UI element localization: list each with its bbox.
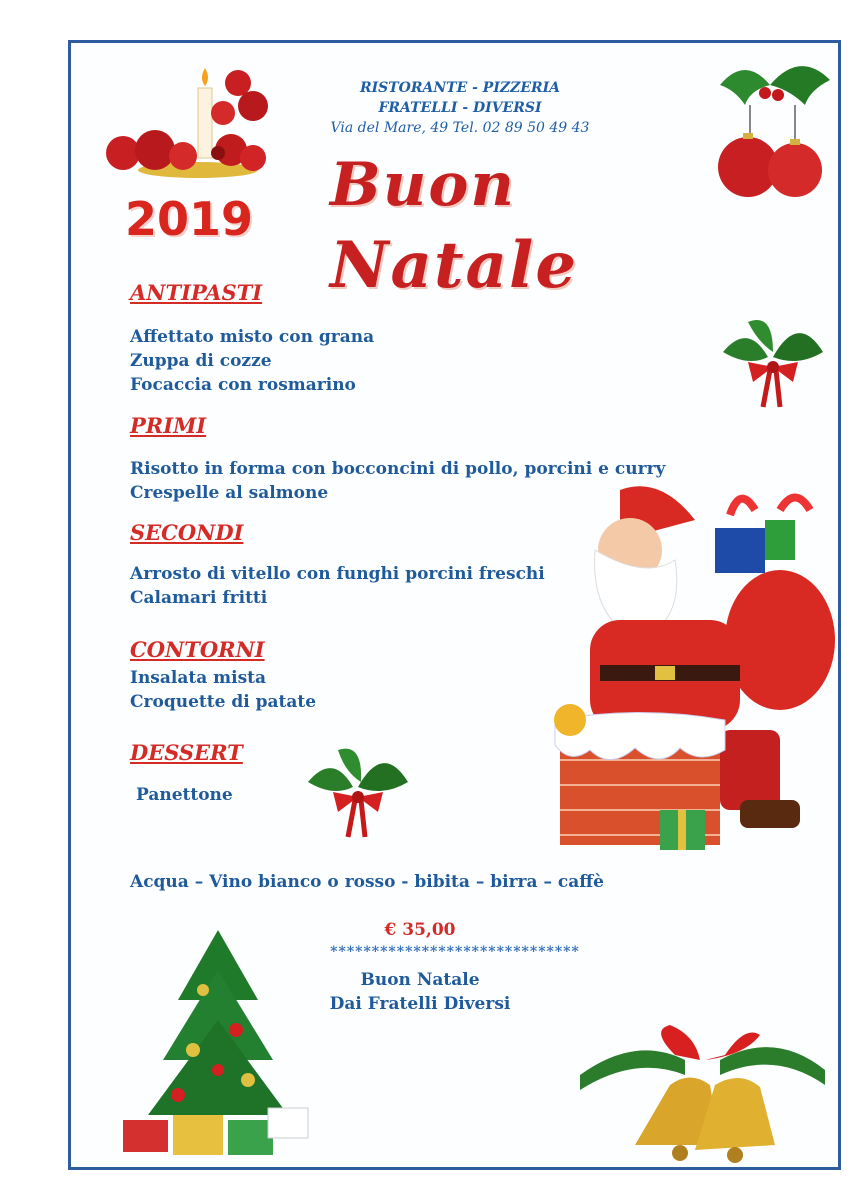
menu-item: Calamari fritti: [130, 588, 268, 608]
drinks-line: Acqua – Vino bianco o rosso - bibita – birra – caffè: [130, 872, 604, 892]
section-title-secondi: SECONDI: [130, 520, 244, 545]
menu-item: Focaccia con rosmarino: [130, 375, 356, 395]
restaurant-type: RISTORANTE - PIZZERIA: [359, 80, 561, 96]
menu-item: Croquette di patate: [130, 692, 317, 712]
holly-ornaments-icon: [710, 45, 840, 210]
year-label: 2019: [125, 192, 254, 246]
christmas-tree-icon: [118, 930, 318, 1160]
menu-item: Zuppa di cozze: [130, 351, 272, 371]
holly-bow-small-icon: [303, 742, 413, 842]
candle-ornaments-icon: [103, 58, 273, 183]
section-title-dessert: DESSERT: [130, 740, 243, 765]
menu-item: Arrosto di vitello con funghi porcini freschi: [130, 564, 545, 584]
closing-signature: Dai Fratelli Diversi: [329, 994, 511, 1014]
section-title-contorni: CONTORNI: [130, 637, 265, 662]
section-title-antipasti: ANTIPASTI: [130, 280, 263, 305]
restaurant-address: Via del Mare, 49 Tel. 02 89 50 49 43: [330, 120, 590, 136]
section-title-primi: PRIMI: [130, 413, 207, 438]
menu-item: Affettato misto con grana: [130, 327, 375, 347]
divider-stars: ******************************: [330, 944, 580, 960]
holly-bow-icon: [718, 312, 828, 412]
santa-chimney-icon: [510, 480, 840, 870]
greeting-word1: Buon: [330, 150, 516, 220]
menu-item: Crespelle al salmone: [130, 483, 329, 503]
bells-icon: [575, 1015, 830, 1165]
menu-item: Insalata mista: [130, 668, 267, 688]
menu-item: Panettone: [136, 785, 233, 805]
price-label: € 35,00: [384, 920, 456, 940]
menu-item: Risotto in forma con bocconcini di pollo, porcini e curry: [130, 459, 666, 479]
restaurant-name: FRATELLI - DIVERSI: [378, 100, 542, 116]
closing-greeting: Buon Natale: [360, 970, 480, 990]
greeting-word2: Natale: [330, 228, 579, 303]
